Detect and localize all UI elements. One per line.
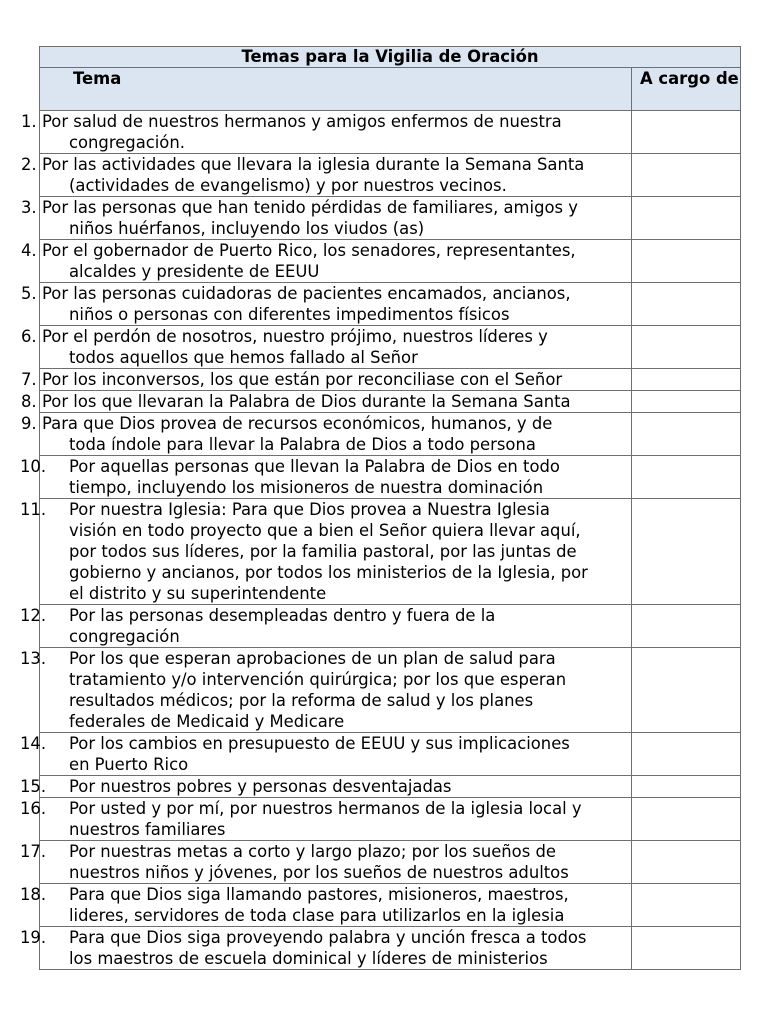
topic-text-first-line: Por las personas que han tenido pérdidas de familiares, amigos y: [42, 198, 578, 217]
topic-cell: [21, 111, 632, 154]
topic-cell: [20, 456, 632, 499]
table-row: [40, 927, 741, 970]
topic-text-line: niños o personas con diferentes impedimentos físicos: [69, 305, 510, 324]
table-row: [40, 154, 741, 197]
item-number: 12.: [20, 606, 47, 625]
table-row: [40, 456, 741, 499]
item-number: 9.: [21, 414, 37, 433]
table-title: Temas para la Vigilia de Oración: [40, 47, 741, 68]
column-header-owner: A cargo de: [632, 68, 741, 111]
topic-text-first-line: Por las personas cuidadoras de pacientes encamados, ancianos,: [42, 284, 571, 303]
topic-text-line: congregación.: [69, 133, 185, 152]
topic-cell: [21, 154, 632, 197]
owner-cell[interactable]: [632, 927, 741, 970]
topic-cell: [21, 391, 632, 413]
topic-text-line: el distrito y su superintendente: [69, 584, 327, 603]
table-row: [40, 776, 741, 798]
table-row: [40, 884, 741, 927]
table-row: [40, 326, 741, 369]
topic-text-line: por todos sus líderes, por la familia pastoral, por las juntas de: [69, 542, 577, 561]
owner-cell[interactable]: [632, 605, 741, 648]
topic-text-first-line: Para que Dios provea de recursos económicos, humanos, y de: [42, 414, 553, 433]
owner-cell[interactable]: [632, 841, 741, 884]
topic-cell: [20, 798, 632, 841]
topic-text-line: visión en todo proyecto que a bien el Señor quiera llevar aquí,: [69, 521, 581, 540]
item-number: 8.: [21, 392, 37, 411]
item-number: 6.: [21, 327, 37, 346]
topic-text-first-line: Por los cambios en presupuesto de EEUU y sus implicaciones: [69, 734, 570, 753]
topic-text-first-line: Por los que esperan aprobaciones de un plan de salud para: [69, 649, 556, 668]
owner-cell[interactable]: [632, 499, 741, 605]
topic-text-first-line: Por aquellas personas que llevan la Palabra de Dios en todo: [69, 457, 560, 476]
column-header-row: [40, 68, 741, 111]
topic-cell: [20, 884, 632, 927]
topic-cell: [21, 197, 632, 240]
topic-cell: [20, 648, 632, 733]
table-body: [20, 111, 741, 970]
topic-text-first-line: Por el gobernador de Puerto Rico, los senadores, representantes,: [42, 241, 576, 260]
owner-cell[interactable]: [632, 456, 741, 499]
owner-cell[interactable]: [632, 369, 741, 391]
topic-text-line: congregación: [69, 627, 180, 646]
topic-text-line: tiempo, incluyendo los misioneros de nuestra dominación: [69, 478, 544, 497]
topic-text-line: niños huérfanos, incluyendo los viudos (as): [69, 219, 425, 238]
topic-text-line: gobierno y ancianos, por todos los ministerios de la Iglesia, por: [69, 563, 588, 582]
topic-text-line: todos aquellos que hemos fallado al Señor: [69, 348, 418, 367]
topic-cell: [21, 413, 632, 456]
item-number: 15.: [20, 777, 47, 796]
topic-text-line: en Puerto Rico: [69, 755, 189, 774]
topic-text-line: resultados médicos; por la reforma de salud y los planes: [69, 691, 534, 710]
table-row: [40, 369, 741, 391]
topic-text-line: tratamiento y/o intervención quirúrgica; por los que esperan: [69, 670, 567, 689]
item-number: 11.: [20, 500, 47, 519]
topic-cell: [20, 841, 632, 884]
topic-cell: [20, 733, 632, 776]
topic-text-first-line: Para que Dios siga llamando pastores, misioneros, maestros,: [69, 885, 569, 904]
table-row: [40, 391, 741, 413]
topic-cell: [20, 776, 632, 798]
table-row: [40, 283, 741, 326]
prayer-topics-table: [20, 46, 741, 970]
item-number: 5.: [21, 284, 37, 303]
topic-text-line: toda índole para llevar la Palabra de Dios a todo persona: [69, 435, 536, 454]
owner-cell[interactable]: [632, 326, 741, 369]
table-row: [40, 197, 741, 240]
owner-cell[interactable]: [632, 413, 741, 456]
topic-text-first-line: Por usted y por mí, por nuestros hermanos de la iglesia local y: [69, 799, 582, 818]
topic-text-line: alcaldes y presidente de EEUU: [69, 262, 320, 281]
table-row: [40, 240, 741, 283]
topic-text-line: nuestros niños y jóvenes, por los sueños de nuestros adultos: [69, 863, 569, 882]
topic-text-first-line: Por las actividades que llevara la iglesia durante la Semana Santa: [42, 155, 585, 174]
table-row: [40, 499, 741, 605]
owner-cell[interactable]: [632, 648, 741, 733]
owner-cell[interactable]: [632, 391, 741, 413]
topic-cell: [21, 369, 632, 391]
owner-cell[interactable]: [632, 283, 741, 326]
table-row: [40, 111, 741, 154]
item-number: 4.: [21, 241, 37, 260]
item-number: 18.: [20, 885, 47, 904]
column-header-topic: Tema: [40, 68, 632, 111]
item-number: 7.: [21, 370, 37, 389]
owner-cell[interactable]: [632, 154, 741, 197]
topic-text-line: lideres, servidores de toda clase para utilizarlos en la iglesia: [69, 906, 565, 925]
item-number: 2.: [21, 155, 37, 174]
owner-cell[interactable]: [632, 884, 741, 927]
topic-text-first-line: Por nuestras metas a corto y largo plazo; por los sueños de: [69, 842, 556, 861]
topic-text-line: federales de Medicaid y Medicare: [69, 712, 345, 731]
table-row: [40, 798, 741, 841]
item-number: 14.: [20, 734, 47, 753]
table-row: [40, 605, 741, 648]
topic-text-line: nuestros familiares: [69, 820, 226, 839]
topic-text-first-line: Por salud de nuestros hermanos y amigos enfermos de nuestra: [42, 112, 562, 131]
table-row: [40, 733, 741, 776]
owner-cell[interactable]: [632, 111, 741, 154]
item-number: 1.: [21, 112, 37, 131]
topic-text-first-line: Para que Dios siga proveyendo palabra y unción fresca a todos: [69, 928, 587, 947]
topic-cell: [21, 326, 632, 369]
topic-cell: [21, 240, 632, 283]
topic-text-first-line: Por los inconversos, los que están por reconciliase con el Señor: [42, 370, 563, 389]
item-number: 19.: [20, 928, 47, 947]
owner-cell[interactable]: [632, 240, 741, 283]
topic-cell: [20, 927, 632, 970]
topic-text-line: (actividades de evangelismo) y por nuestros vecinos.: [69, 176, 507, 195]
item-number: 10.: [20, 457, 47, 476]
topic-text-first-line: Por nuestra Iglesia: Para que Dios provea a Nuestra Iglesia: [69, 500, 550, 519]
topic-cell: [21, 283, 632, 326]
topic-cell: [20, 499, 632, 605]
owner-cell[interactable]: [632, 798, 741, 841]
item-number: 17.: [20, 842, 47, 861]
item-number: 16.: [20, 799, 47, 818]
topic-text-first-line: Por las personas desempleadas dentro y fuera de la: [69, 606, 496, 625]
topic-text-first-line: Por el perdón de nosotros, nuestro prójimo, nuestros líderes y: [42, 327, 548, 346]
table-row: [40, 413, 741, 456]
topic-text-first-line: Por nuestros pobres y personas desventajadas: [69, 777, 452, 796]
item-number: 3.: [21, 198, 37, 217]
owner-cell[interactable]: [632, 733, 741, 776]
topic-text-line: los maestros de escuela dominical y líderes de ministerios: [69, 949, 548, 968]
topic-text-first-line: Por los que llevaran la Palabra de Dios durante la Semana Santa: [42, 392, 571, 411]
owner-cell[interactable]: [632, 197, 741, 240]
table-row: [40, 648, 741, 733]
table-title-row: [40, 47, 741, 68]
table-row: [40, 841, 741, 884]
owner-cell[interactable]: [632, 776, 741, 798]
item-number: 13.: [20, 649, 47, 668]
topic-cell: [20, 605, 632, 648]
